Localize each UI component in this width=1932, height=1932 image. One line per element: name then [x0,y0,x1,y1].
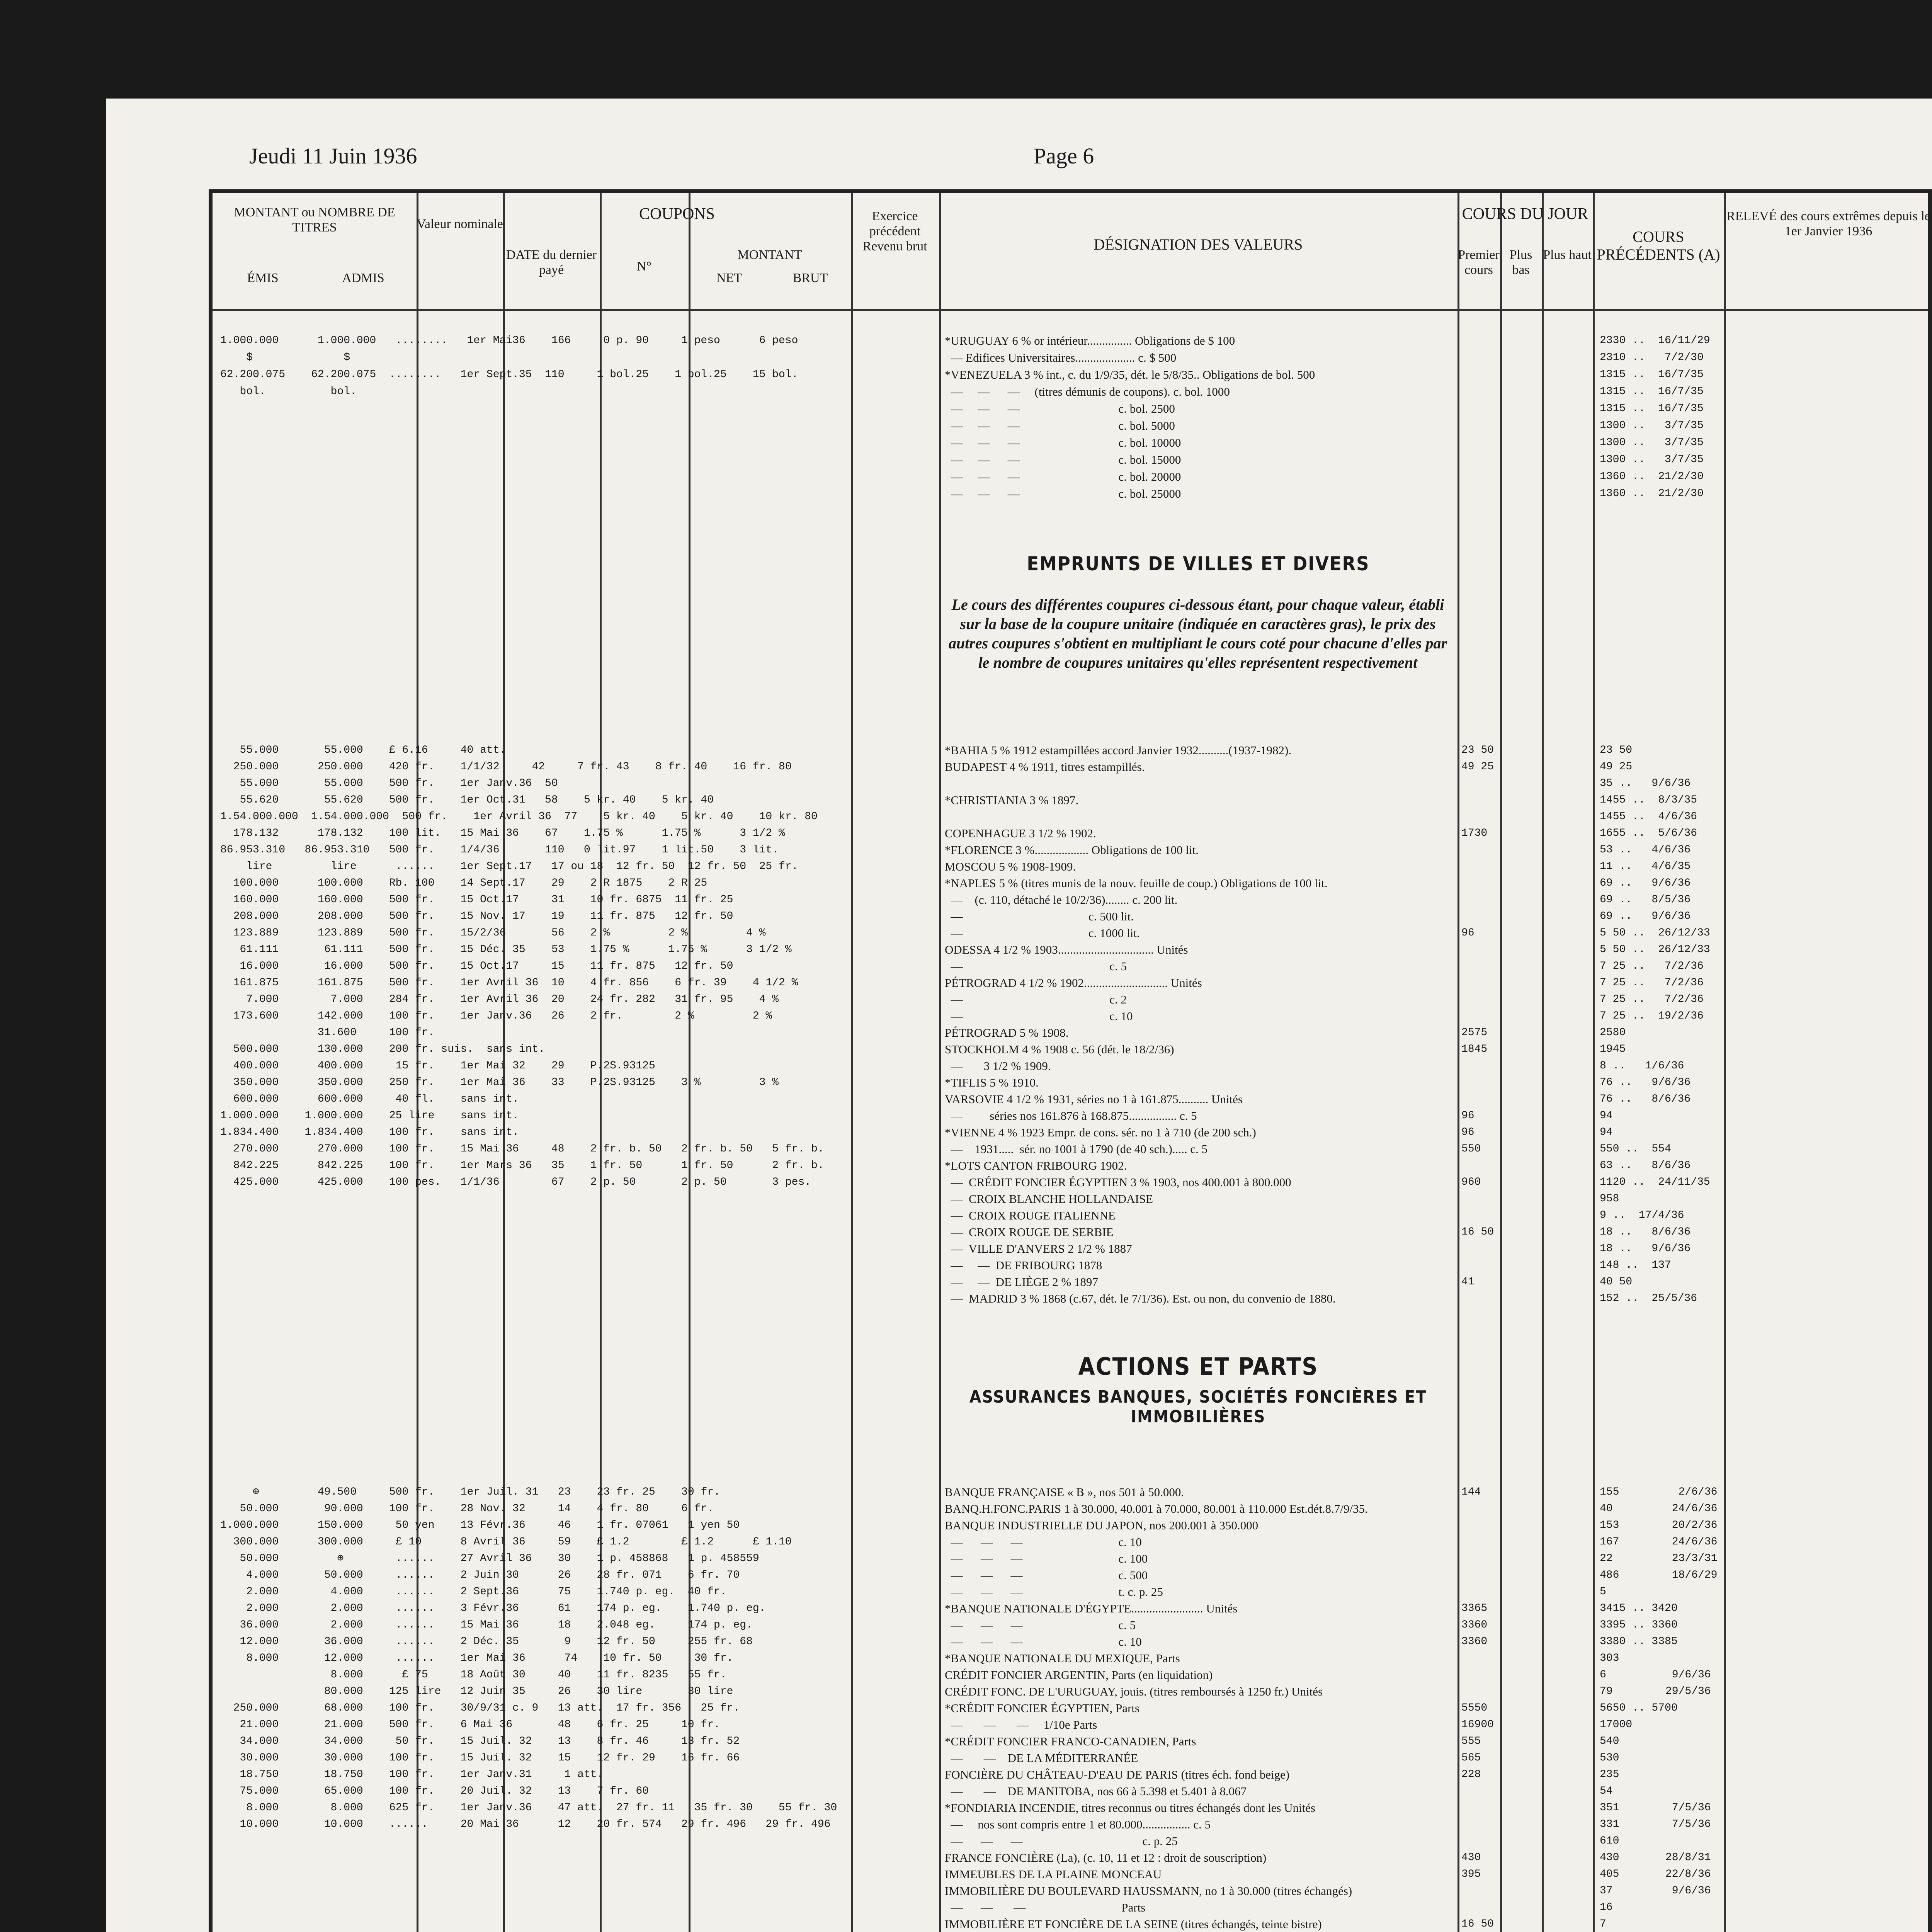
col-cours-precedents: COURS PRÉCÉDENTS (A) [1597,228,1720,263]
col-valeur-nominale: Valeur nominale [417,217,503,231]
block1-designation: *URUGUAY 6 % or intérieur............... Obligations de $ 100 — Edifices Universitaires.................... c. $ 500 *VENEZUELA 3 % int., c. du 1/9/35, dét. le 5/8/35.. Obligations de bol. 500 — — — (titres démunis de coupons). c. bol. 1000 — — — c. bol. 2500 — — — c. bol. 5000 — — — c. bol. 10000 — — — c. bol. 15000 — — — c. bol. 20000 — — — c. bol. 25000 [945,334,1315,500]
col-date-dernier-paye: DATE du dernier payé [506,248,597,277]
block2-designation: *BAHIA 5 % 1912 estampillées accord Janvier 1932..........(1937-1982). BUDAPEST 4 % 1911, titres estampillés. *CHRISTIANIA 3 % 1897. COPENHAGUE 3 1/2 % 1902. *FLORENCE 3 %.................. Obligations de 100 lit. MOSCOU 5 % 1908-1909. *NAPLES 5 % (titres munis de la nouv. feuille de coup.) Obligations de 100 lit. — (c. 110, détaché le 10/2/36)........ c. 200 lit. — c. 500 lit. — c. 1000 lit. ODESSA 4 1/2 % 1903................................ Unités — c. 5 PÉTROGRAD 4 1/2 % 1902............................ Unités — c. 2 — c. 10 PÉTROGRAD 5 % 1908. STOCKHOLM 4 % 1908 c. 56 (dét. le 18/2/36) — 3 1/2 % 1909. *TIFLIS 5 % 1910. VARSOVIE 4 1/2 % 1931, séries no 1 à 161.875.......... Unités — séries nos 161.876 à 168.875................ c. 5 *VIENNE 4 % 1923 Empr. de cons. sér. no 1 à 710 (de 200 sch.) — 1931..... sér. no 1001 à 1790 (de 40 sch.)..... c. 5 *LOTS CANTON FRIBOURG 1902. — CRÉDIT FONCIER ÉGYPTIEN 3 % 1903, nos 400.001 à 800.000 — CROIX BLANCHE HOLLANDAISE — CROIX ROUGE ITALIENNE — CROIX ROUGE DE SERBIE — VILLE D'ANVERS 2 1/2 % 1887 — — DE FRIBOURG 1878 — — DE LIÈGE 2 % 1897 — MADRID 3 % 1868 (c.67, dét. le 7/1/36). Est. ou non, du convenio de 1880. [945,743,1336,1305]
stock-table [209,189,1932,1932]
col-brut: BRUT [793,271,828,285]
rule [1542,193,1544,1932]
block1-left-columns: 1.000.000 1.000.000 ........ 1er Mai36 166 0 p. 90 1 peso 6 peso $ $ 62.200.075 62.200.075 ........ 1er Sept.35 110 1 bol.25 1 bol.25 15 bol. bol. bol. [220,335,798,398]
col-exercice: Exercice précédent Revenu brut [862,209,927,254]
section-assurances: ASSURANCES BANQUES, SOCIÉTÉS FONCIÈRES ET IMMOBILIÈRES [969,1387,1427,1427]
rule [1458,193,1459,1932]
block3-designation: BANQUE FRANÇAISE « B », nos 501 à 50.000. BANQ.H.FONC.PARIS 1 à 30.000, 40.001 à 70.000, 80.001 à 110.000 Est.dét.8.7/9/35. BANQUE INDUSTRIELLE DU JAPON, nos 200.001 à 350.000 — — — c. 10 — — — c. 100 — — — c. 500 — — — t. c. p. 25 *BANQUE NATIONALE D'ÉGYPTE........................ Unités — — — c. 5 — — — c. 10 *BANQUE NATIONALE DU MEXIQUE, Parts CRÉDIT FONCIER ARGENTIN, Parts (en liquidation) CRÉDIT FONC. DE L'URUGUAY, jouis. (titres remboursés à 1250 fr.) Unités *CRÉDIT FONCIER ÉGYPTIEN, Parts — — — 1/10e Parts *CRÉDIT FONCIER FRANCO-CANADIEN, Parts — — DE LA MÉDITERRANÉE FONCIÈRE DU CHÂTEAU-D'EAU DE PARIS (titres éch. fond beige) — — DE MANITOBA, nos 66 à 5.398 et 5.401 à 8.067 *FONDIARIA INCENDIE, titres reconnus ou titres échangés dont les Unités — nos sont compris entre 1 et 80.000................ c. 5 — — — c. p. 25 FRANCE FONCIÈRE (La), (c. 10, 11 et 12 : droit de souscription) IMMEUBLES DE LA PLAINE MONCEAU IMMOBILIÈRE DU BOULEVARD HAUSSMANN, no 1 à 30.000 (titres échangés) — — — Parts IMMOBILIÈRE ET FONCIÈRE DE LA SEINE (titres échangés, teinte bistre) [945,1485,1368,1931]
block2-left-columns: 55.000 55.000 £ 6.16 40 att. 250.000 250.000 420 fr. 1/1/32 42 7 fr. 43 8 fr. 40 16 fr. 80 55.000 55.000 500 fr. 1er Janv.36 50 55.620 55.620 500 fr. 1er Oct.31 58 5 kr. 40 5 kr. 40 1.54.000.000 1.54.000.000 500 fr. 1er Avril 36 77 5 kr. 40 5 kr. 40 10 kr. 80 178.132 178.132 100 lit. 15 Mai 36 67 1.75 % 1.75 % 3 1/2 % 86.953.310 86.953.310 500 fr. 1/4/36 110 0 lit.97 1 lit.50 3 lit. lire lire ...... 1er Sept.17 17 ou 18 12 fr. 50 12 fr. 50 25 fr. 100.000 100.000 Rb. 100 14 Sept.17 29 2 R 1875 2 R 25 160.000 160.000 500 fr. 15 Oct.17 31 10 fr. 6875 11 fr. 25 208.000 208.000 500 fr. 15 Nov. 17 19 11 fr. 875 12 fr. 50 123.889 123.889 500 fr. 15/2/36 56 2 % 2 % 4 % 61.111 61.111 500 fr. 15 Déc. 35 53 1.75 % 1.75 % 3 1/2 % 16.000 16.000 500 fr. 15 Oct.17 15 11 fr. 875 12 fr. 50 161.875 161.875 500 fr. 1er Avril 36 10 4 fr. 856 6 fr. 39 4 1/2 % 7.000 7.000 284 fr. 1er Avril 36 20 24 fr. 282 31 fr. 95 4 % 173.600 142.000 100 fr. 1er Janv.36 26 2 fr. 2 % 2 % 31.600 100 fr. 500.000 130.000 200 fr. suis. sans int. 400.000 400.000 15 fr. 1er Mai 32 29 P.2S.93125 350.000 350.000 250 fr. 1er Mai 36 33 P.2S.93125 3 % 3 % 600.000 600.000 40 fl. sans int. 1.000.000 1.000.000 25 lire sans int. 1.834.400 1.834.400 100 fr. sans int. 270.000 270.000 100 fr. 15 Mai 36 48 2 fr. b. 50 2 fr. b. 50 5 fr. b. 842.225 842.225 100 fr. 1er Mars 36 35 1 fr. 50 1 fr. 50 2 fr. b. 425.000 425.000 100 pes. 1/1/36 67 2 p. 50 2 p. 50 3 pes. [220,744,824,1188]
col-montant: MONTANT ou NOMBRE DE TITRES [234,205,395,235]
section-actions-parts: ACTIONS ET PARTS [1078,1352,1318,1381]
block3-premier-cours: 144 3365 3360 3360 5550 16900 555 565 228 430 395 16 50 [1461,1486,1494,1930]
section-emprunts: EMPRUNTS DE VILLES ET DIVERS [1027,553,1370,575]
col-no: N° [636,259,652,274]
header-rule [213,309,1928,311]
header-date: Jeudi 11 Juin 1936 [249,143,417,168]
block3-left-columns: ⊕ 49.500 500 fr. 1er Juil. 31 23 23 fr. 25 30 fr. 50.000 90.000 100 fr. 28 Nov. 32 14 4 fr. 80 6 fr. 1.000.000 150.000 50 yen 13 Févr.36 46 1 fr. 07061 1 yen 50 300.000 300.000 £ 10 8 Avril 36 59 £ 1.2 £ 1.2 £ 1.10 50.000 ⊕ ...... 27 Avril 36 30 1 p. 458868 1 p. 458559 4.000 50.000 ...... 2 Juin 30 26 28 fr. 071 6 fr. 70 2.000 4.000 ...... 2 Sept.36 75 1.740 p. eg. 40 fr. 2.000 2.000 ...... 3 Févr.36 61 174 p. eg. 1.740 p. eg. 36.000 2.000 ...... 15 Mai 36 18 2.048 eg. 174 p. eg. 12.000 36.000 ...... 2 Déc. 35 9 12 fr. 50 255 fr. 68 8.000 12.000 ...... 1er Mai 36 74 10 fr. 50 30 fr. 8.000 £ 75 18 Août 30 40 11 fr. 8235 55 fr. 80.000 125 lire 12 Juin 35 26 30 lire 30 lire 250.000 68.000 100 fr. 30/9/31 c. 9 13 att. 17 fr. 356 25 fr. 21.000 21.000 500 fr. 6 Mai 36 48 6 fr. 25 10 fr. 34.000 34.000 50 fr. 15 Juil. 32 13 8 fr. 46 13 fr. 52 30.000 30.000 100 fr. 15 Juil. 32 15 12 fr. 29 16 fr. 66 18.750 18.750 100 fr. 1er Janv.31 1 att. 75.000 65.000 100 fr. 20 Juil. 32 13 7 fr. 60 8.000 8.000 625 fr. 1er Janv.36 47 att. 27 fr. 11 35 fr. 30 55 fr. 30 10.000 10.000 ...... 20 Mai 36 12 20 fr. 574 29 fr. 496 29 fr. 496 [220,1486,837,1830]
col-premier-cours: Premier cours [1458,248,1500,277]
col-plus-bas: Plus bas [1509,248,1532,277]
rule [939,193,941,1932]
header-page-number: Page 6 [1034,143,1094,168]
col-coupons: COUPONS [639,205,715,223]
col-designation: DÉSIGNATION DES VALEURS [1094,236,1303,253]
block3-dates: 2/6/36 24/6/36 20/2/36 24/6/36 23/3/31 18/6/29 9/6/36 29/5/36 7/5/36 7/5/36 28/8/31 22/8/36 9/6/36 [1665,1486,1718,1897]
emprunts-note: Le cours des différentes coupures ci-dessous étant, pour chaque valeur, établi sur la base de la coupure unitaire (indiquée en caractères gras), le prix des autres coupures s'obtient en multipliant le cours coté pour chacune d'elles par le nombre de coupures unitaires qu'elles représentent respectivement [948,596,1447,671]
rule [1500,193,1502,1932]
block2-cours-precedents: 23 50 49 25 35 .. 9/6/36 1455 .. 8/3/35 1455 .. 4/6/36 1655 .. 5/6/36 53 .. 4/6/36 11 .. 4/6/35 69 .. 9/6/36 69 .. 8/5/36 69 .. 9/6/36 5 50 .. 26/12/33 5 50 .. 26/12/33 7 25 .. 7/2/36 7 25 .. 7/2/36 7 25 .. 7/2/36 7 25 .. 19/2/36 2580 1945 8 .. 1/6/36 76 .. 9/6/36 76 .. 8/6/36 94 94 550 .. 554 63 .. 8/6/36 1120 .. 24/11/35 958 9 .. 17/4/36 18 .. 8/6/36 18 .. 9/6/36 148 .. 137 40 50 152 .. 25/5/36 [1600,744,1710,1304]
col-net: NET [716,271,742,285]
rule [851,193,853,1932]
block2-premier-cours: 23 50 49 25 1730 96 2575 1845 96 96 550 960 16 50 41 [1461,744,1494,1288]
col-admis: ADMIS [342,271,384,285]
rule [1724,193,1726,1932]
col-releve: RELEVÉ des cours extrêmes depuis le 1er Janvier 1936 [1726,209,1930,239]
col-montant-coupon: MONTANT [737,248,802,262]
col-cours-du-jour: COURS DU JOUR [1462,205,1588,223]
rule [1593,193,1595,1932]
block1-cours-precedents: 2330 .. 16/11/29 2310 .. 7/2/30 1315 .. 16/7/35 1315 .. 16/7/35 1315 .. 16/7/35 1300 .. 3/7/35 1300 .. 3/7/35 1300 .. 3/7/35 1360 .. 21/2/30 1360 .. 21/2/30 [1600,335,1710,500]
col-emis: ÉMIS [247,271,279,285]
page-header [155,143,1917,166]
col-plus-haut: Plus haut [1543,248,1592,262]
block3-cours-precedents: 155 40 153 167 22 486 5 3415 .. 3420 3395 .. 3360 3380 .. 3385 303 6 79 5650 .. 5700 17000 540 530 235 54 351 331 610 430 405 37 16 7 [1600,1486,1678,1930]
